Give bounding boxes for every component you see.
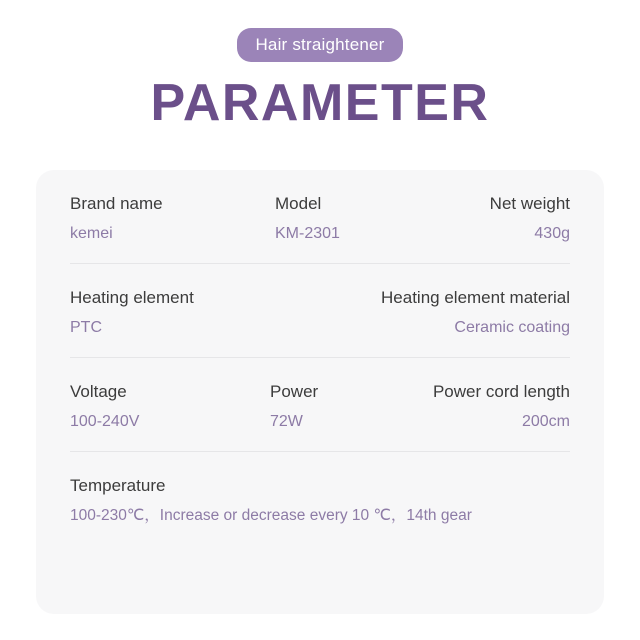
spec-label: Model xyxy=(275,194,322,213)
spec-row-1 xyxy=(70,170,570,263)
spec-value: 430g xyxy=(534,224,570,242)
spec-value: 200cm xyxy=(521,412,570,430)
category-pill: Hair straightener xyxy=(237,28,402,62)
spec-label: Net weight xyxy=(489,194,570,213)
page-header xyxy=(0,0,640,131)
spec-row-2 xyxy=(70,263,570,357)
spec-cell-voltage xyxy=(70,380,270,433)
page-title: PARAMETER xyxy=(150,74,490,132)
spec-cell-heating-element xyxy=(70,286,335,339)
spec-value: 100-240V xyxy=(70,412,140,430)
spec-label: Brand name xyxy=(70,194,163,213)
spec-cell-model xyxy=(275,192,475,245)
spec-row-4 xyxy=(70,451,570,544)
spec-cell-temperature xyxy=(70,474,570,526)
spec-cell-power xyxy=(270,380,407,433)
spec-label: Heating element material xyxy=(381,288,570,308)
spec-cell-net-weight xyxy=(475,192,570,245)
spec-label: Voltage xyxy=(70,382,127,402)
spec-label: Temperature xyxy=(70,476,166,496)
spec-value: PTC xyxy=(70,318,102,336)
spec-label: Power xyxy=(270,382,319,402)
spec-value: KM-2301 xyxy=(275,224,340,242)
spec-value: Ceramic coating xyxy=(454,318,570,336)
specification-card xyxy=(36,170,604,614)
spec-cell-heating-element-material xyxy=(335,286,570,339)
spec-value: 72W xyxy=(270,412,303,430)
spec-cell-power-cord-length xyxy=(407,380,570,433)
spec-value: 100-230℃，Increase or decrease every 10 ℃，14th gear xyxy=(70,506,472,524)
spec-row-3 xyxy=(70,357,570,451)
spec-value: kemei xyxy=(70,224,113,242)
spec-cell-brand-name xyxy=(70,192,275,245)
spec-label: Power cord length xyxy=(432,382,570,402)
spec-label: Heating element xyxy=(70,288,194,308)
